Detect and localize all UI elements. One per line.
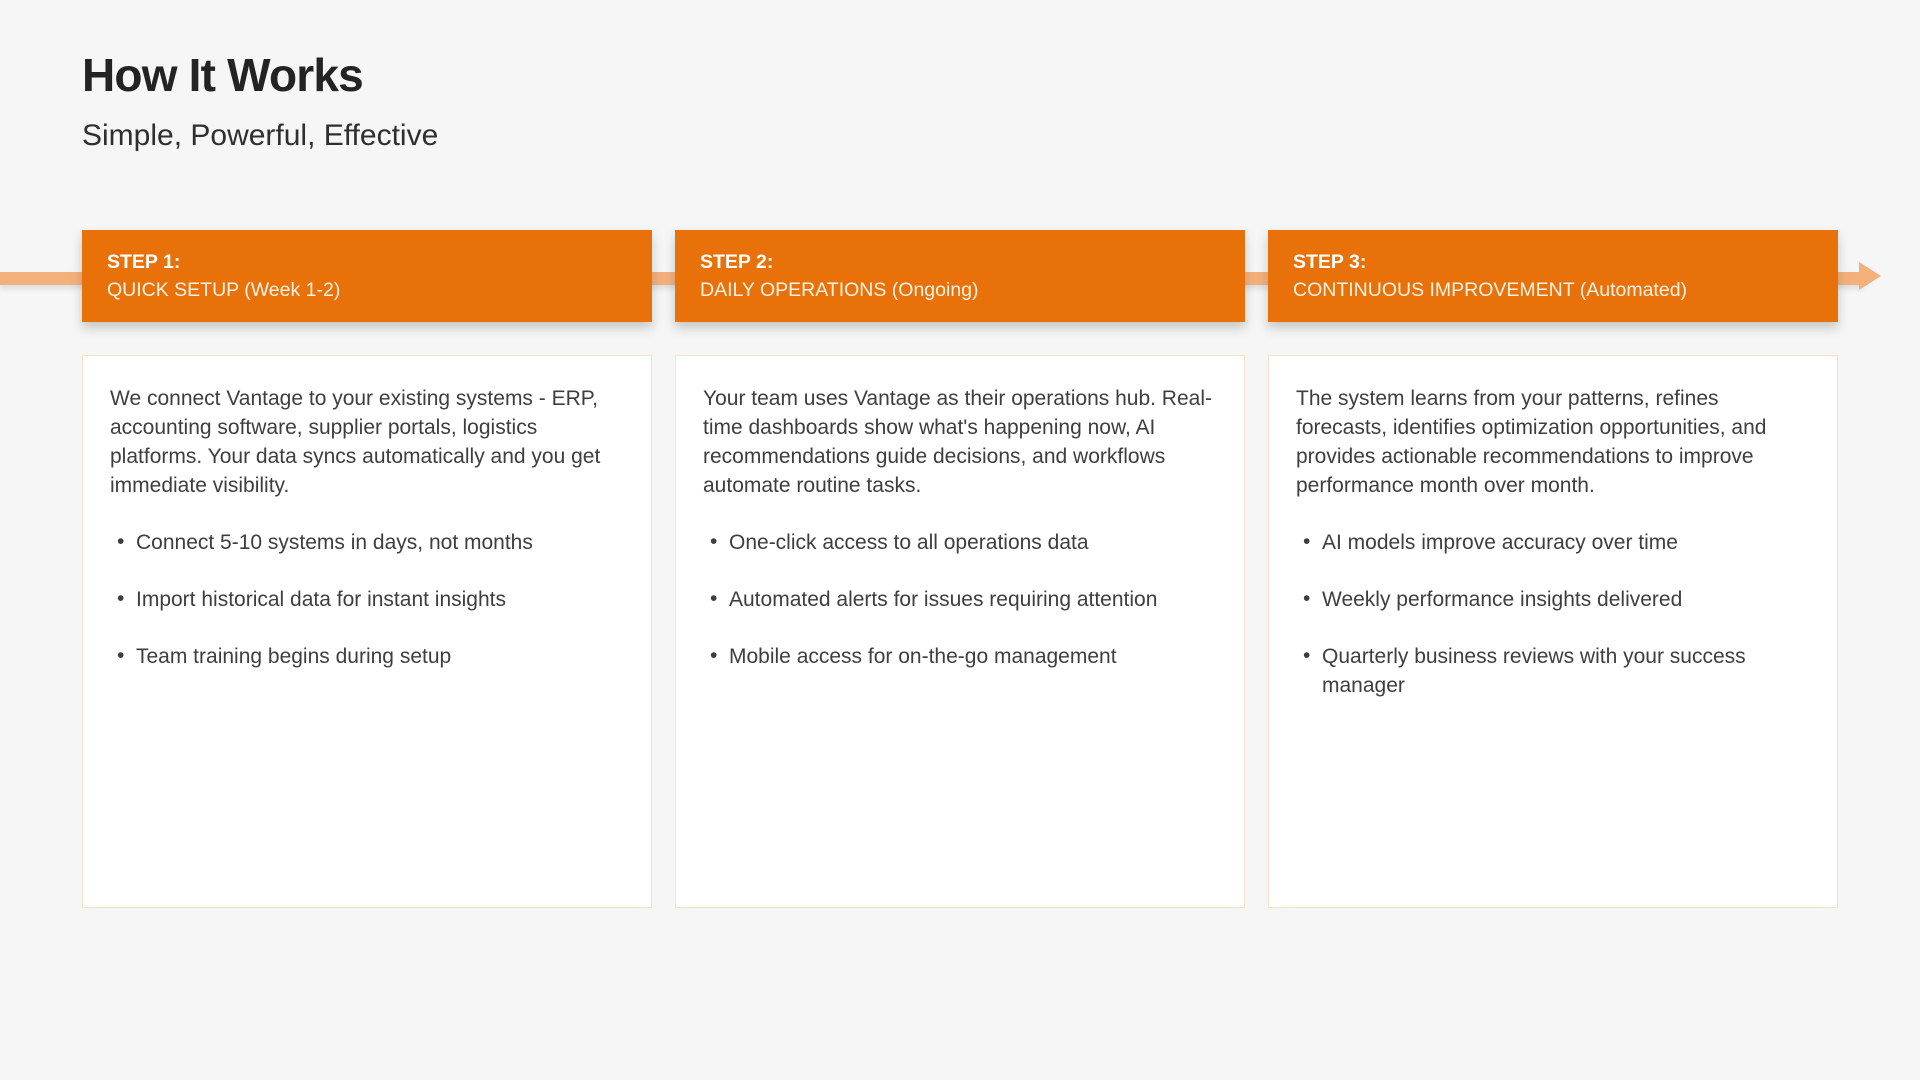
bullet-item: • Connect 5-10 systems in days, not months (110, 528, 623, 557)
bullet-item: • AI models improve accuracy over time (1296, 528, 1809, 557)
step-1-title: QUICK SETUP (Week 1-2) (107, 279, 341, 301)
step-3-header (1268, 230, 1838, 322)
bullet-item: • Quarterly business reviews with your success manager (1296, 642, 1809, 700)
step-3-label: STEP 3: (1293, 251, 1367, 273)
step-cards-row (82, 355, 1838, 908)
step-2-title: DAILY OPERATIONS (Ongoing) (700, 279, 979, 301)
step-header-row (82, 230, 1838, 322)
step-3-title: CONTINUOUS IMPROVEMENT (Automated) (1293, 279, 1688, 301)
step-2-description: Your team uses Vantage as their operations hub. Real-time dashboards show what's happening now, AI recommendations guide decisions, and workflows automate routine tasks. (703, 387, 1212, 497)
step-1-bullet-list (110, 528, 623, 671)
step-1-header (82, 230, 652, 322)
step-2-header (675, 230, 1245, 322)
bullet-item: • Mobile access for on-the-go management (703, 642, 1216, 671)
step-2-card (675, 355, 1245, 908)
step-2-bullet-list (703, 528, 1216, 671)
page-subtitle: Simple, Powerful, Effective (82, 119, 439, 152)
bullet-item: • Automated alerts for issues requiring attention (703, 585, 1216, 614)
bullet-item: • One-click access to all operations data (703, 528, 1216, 557)
step-3-bullet-list (1296, 528, 1809, 700)
bullet-item: • Team training begins during setup (110, 642, 623, 671)
step-1-card (82, 355, 652, 908)
bullet-item: • Import historical data for instant insights (110, 585, 623, 614)
page-title: How It Works (82, 49, 363, 101)
step-1-description: We connect Vantage to your existing systems - ERP, accounting software, supplier portals, logistics platforms. Your data syncs automatically and you get immediate visibility. (110, 387, 601, 497)
step-1-label: STEP 1: (107, 251, 181, 273)
step-3-description: The system learns from your patterns, refines forecasts, identifies optimization opportunities, and provides actionable recommendations to improve performance month over month. (1296, 387, 1767, 497)
step-3-card (1268, 355, 1838, 908)
arrow-right-icon (1859, 262, 1881, 290)
section-header (82, 48, 438, 153)
step-2-label: STEP 2: (700, 251, 774, 273)
bullet-item: • Weekly performance insights delivered (1296, 585, 1809, 614)
